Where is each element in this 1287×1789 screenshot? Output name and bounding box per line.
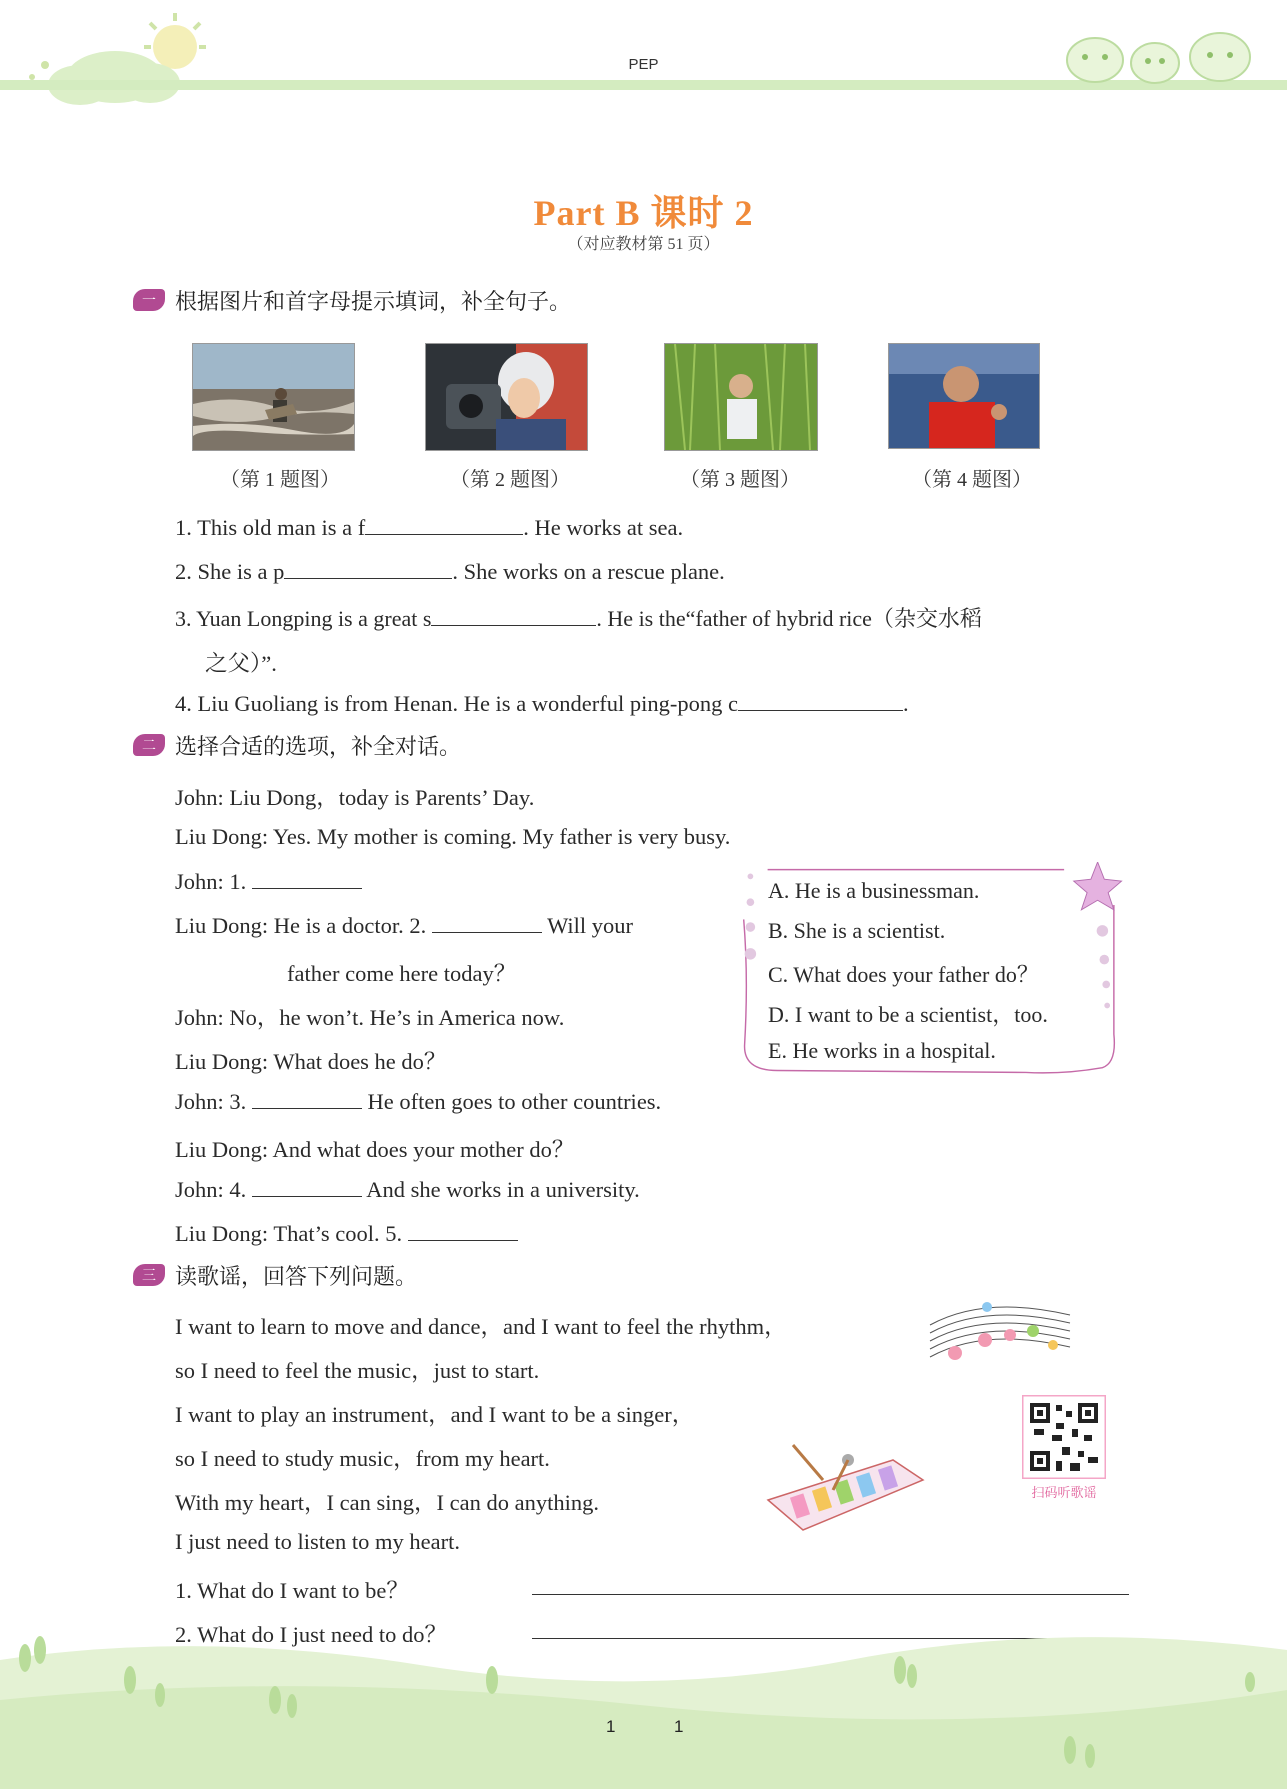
answer-blank[interactable] — [252, 1176, 362, 1197]
song-line: With my heart，I can sing，I can do anything. — [175, 1490, 599, 1515]
photo-caption-2: （第 2 题图） — [450, 469, 570, 491]
dialogue-line: Liu Dong: That’s cool. 5. — [175, 1220, 518, 1247]
answer-blank[interactable] — [284, 558, 452, 579]
dialogue-line: John: Liu Dong，today is Parents’ Day. — [175, 785, 535, 810]
dialogue-line: John: No，he won’t. He’s in America now. — [175, 1005, 565, 1030]
answer-blank[interactable] — [252, 868, 362, 889]
section-heading: 根据图片和首字母提示填词，补全句子。 — [175, 289, 572, 315]
page-subtitle: （对应教材第 51 页） — [567, 236, 720, 253]
photo-caption-4: （第 4 题图） — [912, 469, 1032, 491]
page-title: Part B 课时 2 — [533, 193, 754, 233]
dialogue-line: Liu Dong: Yes. My mother is coming. My father is very busy. — [175, 824, 731, 849]
answer-blank[interactable] — [252, 1088, 362, 1109]
xylophone-illustration — [763, 1440, 933, 1540]
fisherman-photo — [192, 343, 355, 451]
section-badge: 三 — [133, 1264, 165, 1286]
song-line: I want to learn to move and dance，and I want to feel the rhythm， — [175, 1314, 787, 1339]
song-line: I just need to listen to my heart. — [175, 1529, 460, 1554]
exercise-1-item-3: 3. Yuan Longping is a great s . He is the“father of hybrid rice（杂交水稻 — [175, 606, 982, 631]
answer-line-1[interactable] — [532, 1594, 1129, 1595]
dialogue-line: Liu Dong: He is a doctor. 2. Will your — [175, 913, 634, 938]
option-a: A. He is a businessman. — [768, 878, 980, 903]
option-b: B. She is a scientist. — [768, 918, 946, 943]
section-badge: 二 — [133, 734, 165, 756]
dialogue-line: John: 3. He often goes to other countries. — [175, 1089, 662, 1114]
dialogue-line: Liu Dong: What does he do？ — [175, 1049, 447, 1074]
answer-blank[interactable] — [432, 912, 542, 933]
dialogue-line: father come here today？ — [287, 961, 517, 986]
question-2: 2. What do I just need to do？ — [175, 1622, 448, 1647]
section-2-header — [133, 731, 461, 759]
footer-landscape — [0, 1620, 1287, 1789]
exercise-1-item-1: 1. This old man is a f . He works at sea. — [175, 515, 684, 540]
dialogue-line: John: 4. And she works in a university. — [175, 1177, 640, 1202]
song-line: I want to play an instrument，and I want to be a singer， — [175, 1402, 695, 1427]
scientist-field-photo — [664, 343, 818, 451]
music-notes-illustration — [925, 1295, 1075, 1375]
answer-blank[interactable] — [365, 514, 523, 535]
header-animals-decoration — [1060, 25, 1260, 85]
page-number-right: 1 — [674, 1717, 684, 1736]
question-1: 1. What do I want to be？ — [175, 1578, 409, 1603]
option-d: D. I want to be a scientist，too. — [768, 1002, 1048, 1027]
dialogue-line: John: 1. — [175, 868, 362, 895]
section-heading: 选择合适的选项，补全对话。 — [175, 734, 462, 760]
pilot-photo — [425, 343, 588, 451]
photo-caption-3: （第 3 题图） — [680, 469, 800, 491]
answer-blank[interactable] — [431, 605, 596, 626]
section-1-header — [133, 286, 571, 314]
answer-blank[interactable] — [738, 690, 903, 711]
exercise-1-item-4: 4. Liu Guoliang is from Henan. He is a wonderful ping-pong c . — [175, 691, 909, 716]
section-badge: 一 — [133, 289, 165, 311]
answer-blank[interactable] — [408, 1220, 518, 1241]
option-e: E. He works in a hospital. — [768, 1038, 996, 1063]
song-line: so I need to study music，from my heart. — [175, 1446, 550, 1471]
song-line: so I need to feel the music，just to start. — [175, 1358, 540, 1383]
option-c: C. What does your father do？ — [768, 962, 1039, 987]
qr-label: 扫码听歌谣 — [1031, 1486, 1097, 1501]
exercise-1-item-3-cont: 之父）”. — [205, 651, 277, 676]
page-number-left: 1 — [606, 1717, 616, 1736]
header-label: PEP — [628, 56, 659, 73]
coach-photo — [888, 343, 1040, 449]
section-heading: 读歌谣，回答下列问题。 — [175, 1264, 418, 1290]
photo-caption-1: （第 1 题图） — [220, 469, 340, 491]
section-3-header — [133, 1261, 417, 1289]
dialogue-line: Liu Dong: And what does your mother do？ — [175, 1137, 575, 1162]
exercise-1-item-2: 2. She is a p . She works on a rescue plane. — [175, 559, 725, 584]
qr-code[interactable] — [1022, 1395, 1106, 1479]
